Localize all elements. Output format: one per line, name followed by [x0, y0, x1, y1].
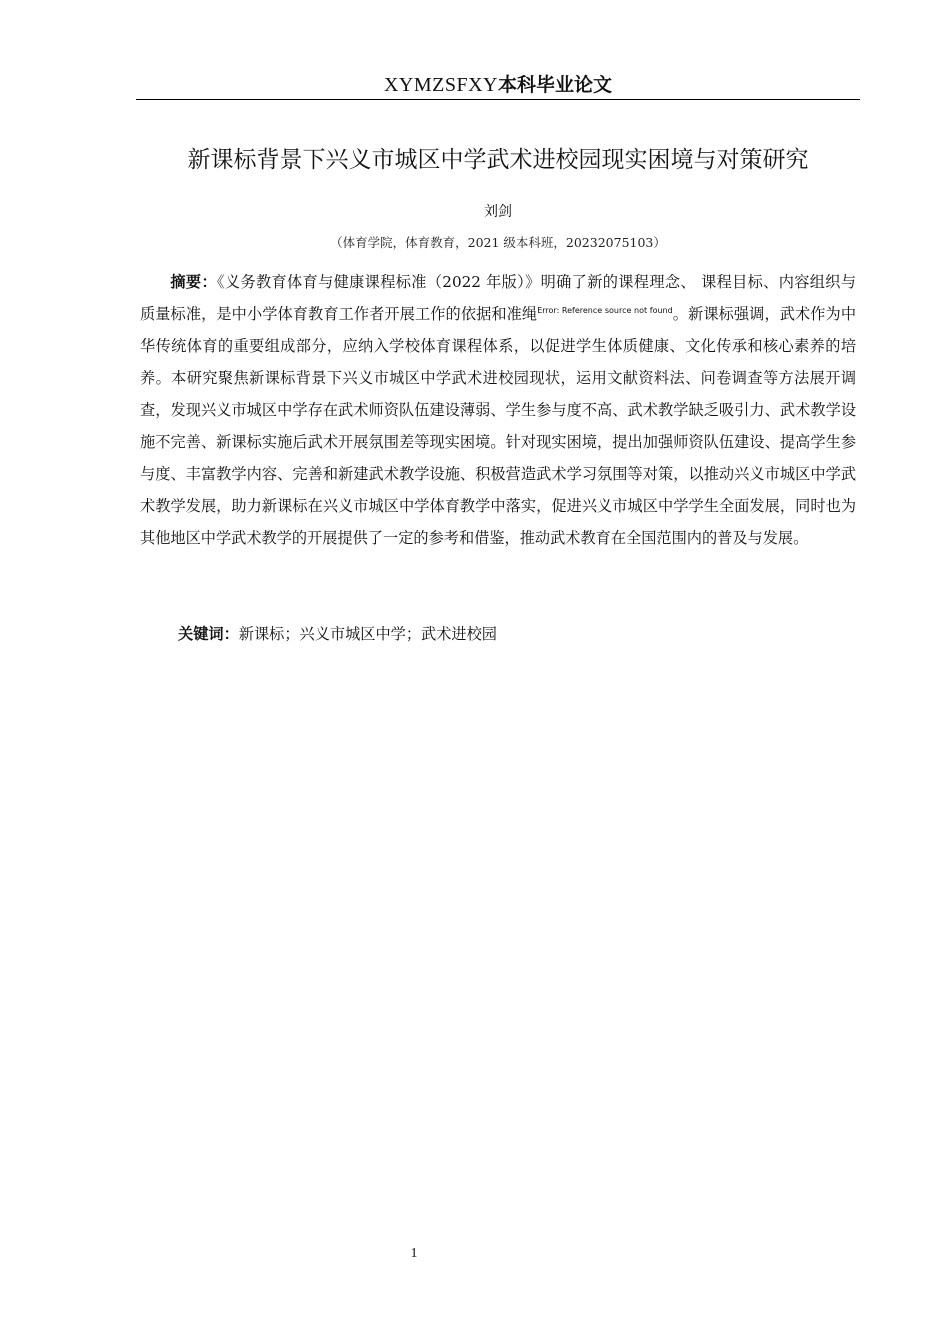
- paper-title: 新课标背景下兴义市城区中学武术进校园现实困境与对策研究: [187, 147, 809, 173]
- page-number: 1: [410, 1246, 418, 1261]
- abstract-label: 摘要：: [170, 273, 217, 291]
- abstract-text-part1: 《义务教育体育与健康课程标准（2022 年版）》明确了新的课程理念、 课程目标、内容组织与质量标准，是中小学体育教育工作者开展工作的依据和准绳: [140, 273, 857, 323]
- header-code: XYMZSFXY: [383, 74, 498, 96]
- author-name: 刘剑: [484, 204, 512, 220]
- keywords-label: 关键词：: [178, 625, 239, 643]
- author-affiliation: （体育学院，体育教育，2021 级本科班，20232075103）: [330, 235, 666, 250]
- header-label: 本科毕业论文: [498, 74, 613, 96]
- citation-error: Error: Reference source not found: [537, 305, 673, 315]
- abstract-text-part2: 。新课标强调，武术作为中华传统体育的重要组成部分，应纳入学校体育课程体系，以促进学生体质健康、文化传承和核心素养的培养。本研究聚焦新课标背景下兴义市城区中学武术进校园现状，运用文献资料法、问卷调查等方法展开调查，发现兴义市城区中学存在武术师资队伍建设薄弱、学生参与度不高、武术教学缺乏吸引力、武术教学设施不完善、新课标实施后武术开展氛围差等现实困境。针对现实困境，提出加强师资队伍建设、提高学生参与度、丰富教学内容、完善和新建武术教学设施、积极营造武术学习氛围等对策，以推动兴义市城区中学武术教学发展，助力新课标在兴义市城区中学体育教学中落实，促进兴义市城区中学学生全面发展，同时也为其他地区中学武术教学的开展提供了一定的参考和借鉴，推动武术教育在全国范围内的普及与发展。: [140, 305, 857, 547]
- abstract: [140, 266, 856, 554]
- header-rule: [136, 99, 860, 100]
- keywords: [140, 618, 856, 650]
- keywords-text: 新课标；兴义市城区中学；武术进校园: [238, 625, 497, 643]
- running-header: [136, 70, 860, 99]
